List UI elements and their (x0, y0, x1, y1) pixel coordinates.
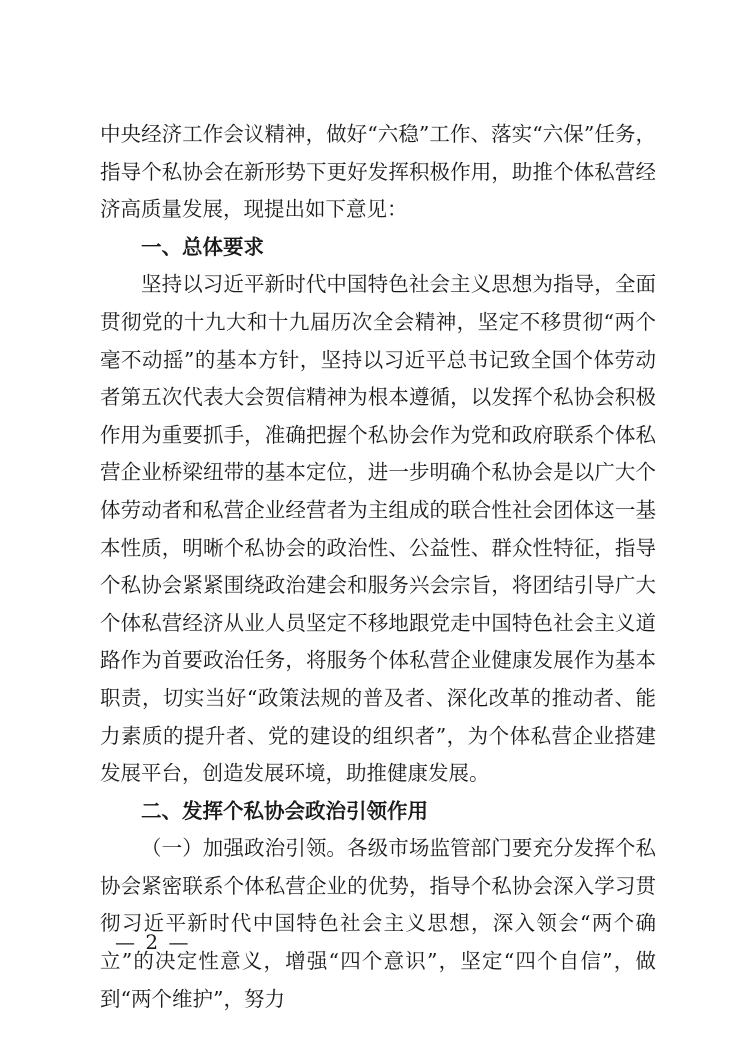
intro-paragraph: 中央经济工作会议精神，做好“六稳”工作、落实“六保”任务，指导个私协会在新形势下更好发挥积极作用，助推个体私营经济高质量发展，现提出如下意见： (100, 122, 656, 222)
section-2-heading: 二、发挥个私协会政治引领作用 (141, 798, 428, 823)
document-body (100, 116, 656, 1018)
section-1-paragraph: 坚持以习近平新时代中国特色社会主义思想为指导，全面贯彻党的十九大和十九届历次全会精神，坚定不移贯彻“两个毫不动摇”的基本方针，坚持以习近平总书记致全国个体劳动者第五次代表大会贺信精神为根本遵循，以发挥个私协会积极作用为重要抓手，准确把握个私协会作为党和政府联系个体私营企业桥梁纽带的基本定位，进一步明确个私协会是以广大个体劳动者和私营企业经营者为主组成的联合性社会团体这一基本性质，明晰个私协会的政治性、公益性、群众性特征，指导个私协会紧紧围绕政治建会和服务兴会宗旨，将团结引导广大个体私营经济从业人员坚定不移地跟党走中国特色社会主义道路作为首要政治任务，将服务个体私营企业健康发展作为基本职责，切实当好“政策法规的普及者、深化改革的推动者、能力素质的提升者、党的建设的组织者”，为个体私营企业搭建发展平台，创造发展环境，助推健康发展。 (100, 272, 656, 786)
section-1-heading: 一、总体要求 (141, 234, 264, 259)
page-number: — 2 — (115, 930, 191, 954)
section-2-item-1-paragraph: （一）加强政治引领。各级市场监管部门要充分发挥个私协会紧密联系个体私营企业的优势，指导个私协会深入学习贯彻习近平新时代中国特色社会主义思想，深入领会“两个确立”的决定性意义，增强“四个意识”，坚定“四个自信”，做到“两个维护”，努力 (100, 836, 656, 1011)
